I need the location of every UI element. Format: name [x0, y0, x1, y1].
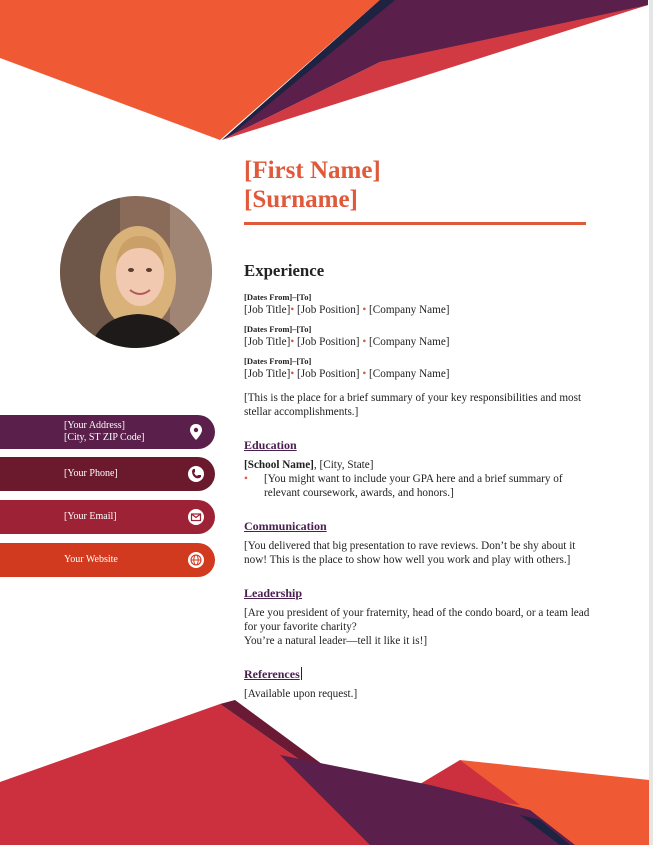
job-position: [Job Position] [297, 367, 360, 380]
bullet-dot: • [244, 472, 248, 485]
communication-text: [You delivered that big presentation to rave reviews. Don’t be shy about it now! This is the place to show how well you work and play with others.] [244, 539, 576, 566]
job-entry [244, 292, 594, 317]
separator: • [362, 367, 367, 380]
leadership-heading: Leadership [244, 585, 303, 600]
experience-summary: [This is the place for a brief summary of your key responsibilities and most stellar accomplishments.] [244, 391, 582, 418]
separator: • [290, 367, 295, 380]
phone-icon [187, 465, 205, 483]
education-bullet [244, 472, 594, 500]
company-name: [Company Name] [369, 367, 450, 380]
job-dates: [Dates From]–[To] [244, 323, 312, 334]
references-heading[interactable] [244, 667, 302, 681]
job-entry [244, 324, 594, 349]
communication-section [244, 519, 594, 567]
job-position: [Job Position] [297, 303, 360, 316]
job-entry [244, 356, 594, 381]
email-text: [Your Email] [64, 511, 117, 522]
leadership-section [244, 586, 594, 648]
job-position: [Job Position] [297, 335, 360, 348]
job-title: [Job Title] [244, 335, 291, 348]
references-heading-text: References [244, 666, 300, 681]
leadership-text-1: [Are you president of your fraternity, head of the condo board, or a team lead for your favorite charity? [244, 606, 590, 633]
company-name: [Company Name] [369, 303, 450, 316]
resume-content [244, 250, 594, 701]
separator: • [290, 335, 295, 348]
surname: [Surname] [244, 186, 358, 213]
location-pin-icon [187, 423, 205, 441]
name-divider [244, 222, 586, 225]
school-location: , [City, State] [313, 458, 374, 471]
contact-phone [0, 457, 215, 491]
contact-website [0, 543, 215, 577]
leadership-text-2: You’re a natural leader—tell it like it is!] [244, 634, 428, 647]
job-title: [Job Title] [244, 303, 291, 316]
city-line: [City, ST ZIP Code] [64, 432, 145, 443]
school-name: [School Name] [244, 458, 314, 471]
website-text: Your Website [64, 554, 118, 565]
education-heading: Education [244, 437, 297, 452]
education-section [244, 438, 594, 500]
email-icon [187, 508, 205, 526]
address-line: [Your Address] [64, 420, 125, 431]
references-text: [Available upon request.] [244, 687, 358, 700]
globe-icon [187, 551, 205, 569]
header-decoration [0, 0, 649, 160]
footer-decoration [0, 700, 649, 845]
separator: • [290, 303, 295, 316]
education-details: [You might want to include your GPA here and a brief summary of relevant coursework, awards, and honors.] [264, 472, 563, 499]
job-dates: [Dates From]–[To] [244, 355, 312, 366]
communication-heading: Communication [244, 518, 327, 533]
experience-section [244, 260, 594, 419]
separator: • [362, 335, 367, 348]
separator: • [362, 303, 367, 316]
job-title: [Job Title] [244, 367, 291, 380]
contact-email [0, 500, 215, 534]
references-section[interactable] [244, 667, 594, 701]
company-name: [Company Name] [369, 335, 450, 348]
contact-address [0, 415, 215, 449]
text-cursor [301, 667, 302, 680]
experience-heading: Experience [244, 260, 325, 280]
page-edge [649, 0, 653, 845]
profile-photo [60, 196, 212, 348]
job-dates: [Dates From]–[To] [244, 291, 312, 302]
phone-text: [Your Phone] [64, 468, 118, 479]
first-name: [First Name] [244, 157, 381, 184]
